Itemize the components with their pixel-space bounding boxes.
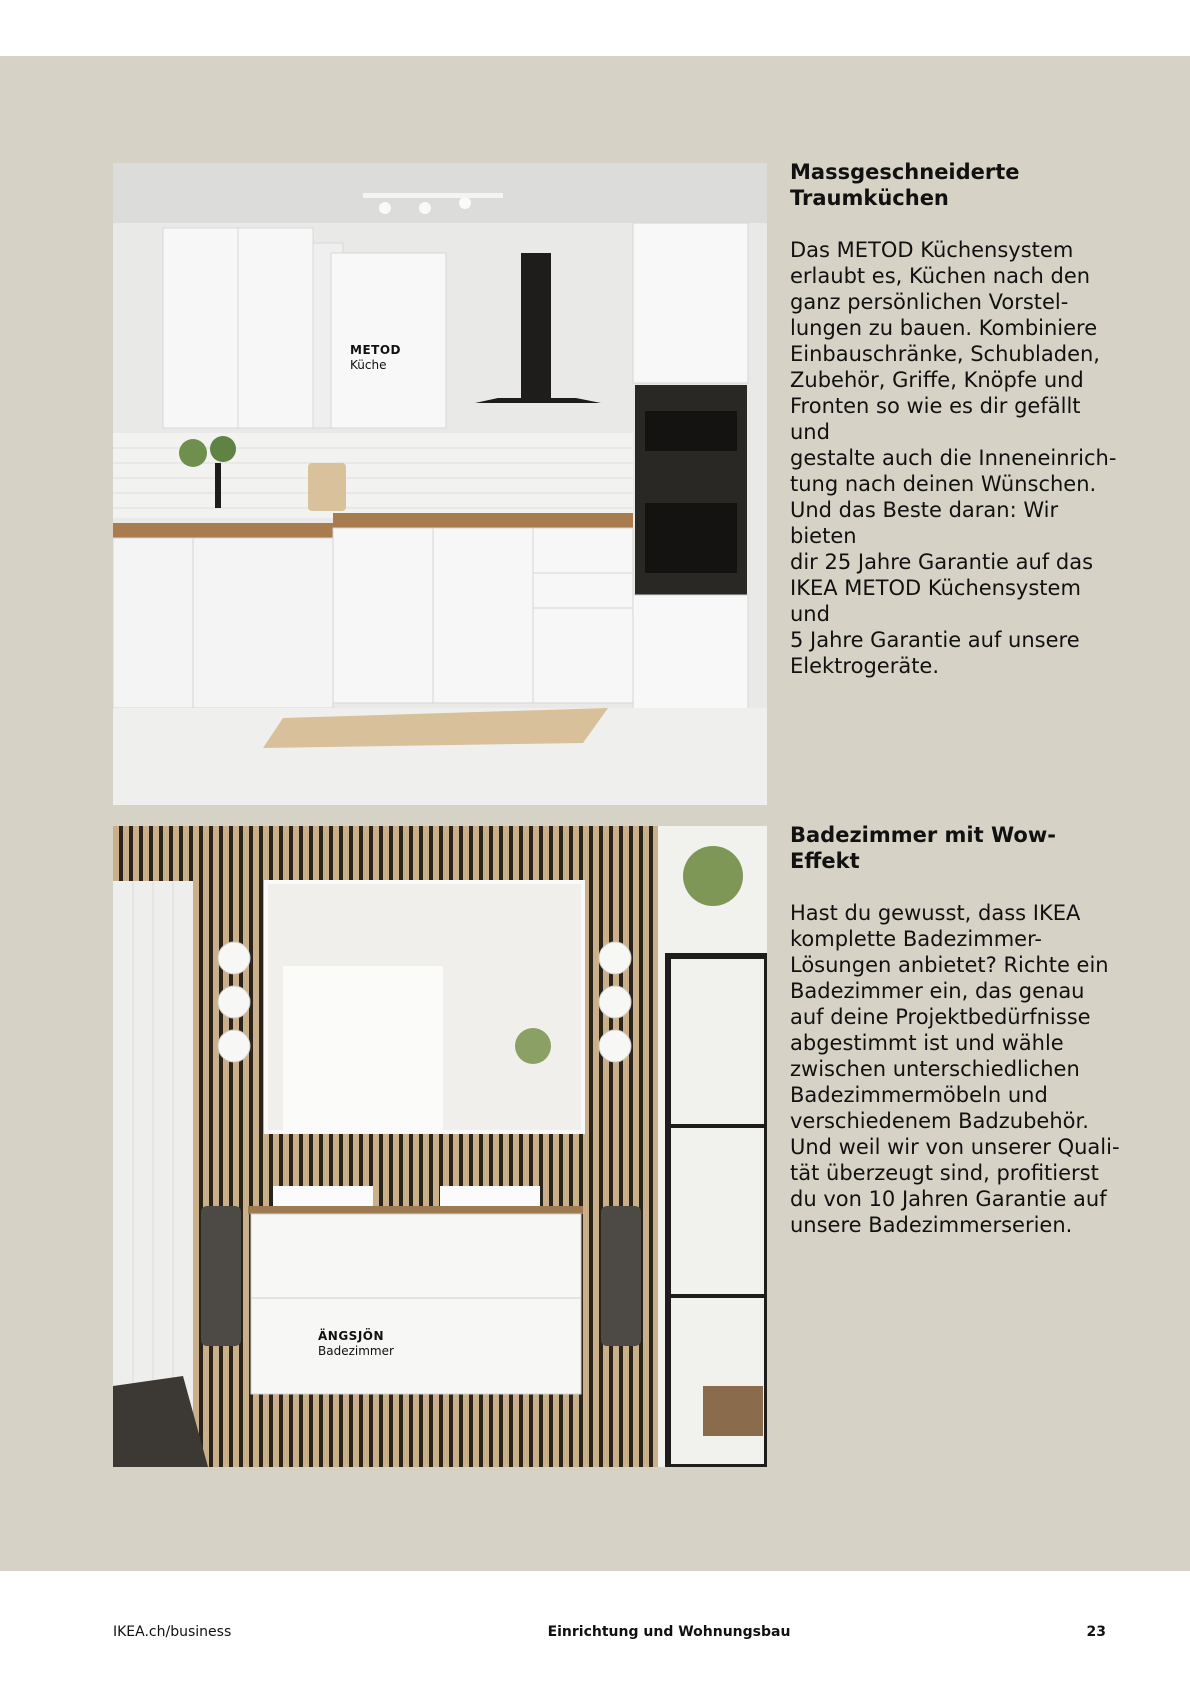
kitchen-caption <box>350 343 401 373</box>
bathroom-caption-subtitle: Badezimmer <box>318 1344 394 1358</box>
page-number: 23 <box>1086 1624 1106 1640</box>
kitchen-heading: Massgeschneiderte Traumküchen <box>790 160 1020 210</box>
bathroom-heading: Badezimmer mit Wow-Effekt <box>790 823 1056 873</box>
bathroom-photo <box>113 826 767 1467</box>
kitchen-text-block <box>790 159 1120 679</box>
kitchen-caption-title: METOD <box>350 343 401 357</box>
bathroom-caption-title: ÄNGSJÖN <box>318 1329 385 1343</box>
kitchen-caption-subtitle: Küche <box>350 358 387 372</box>
bathroom-text-block <box>790 822 1120 1238</box>
kitchen-body: Das METOD Küchensystem erlaubt es, Küchen nach den ganz persönlichen Vorstel- lungen zu bauen. Kombiniere Einbauschränke, Schubladen, Zubehör, Griffe, Knöpfe und Fronten so wie es dir gefällt und gestalte auch die Inneneinrich- tung nach deinen Wünschen. Und das Beste daran: Wir bieten dir 25 Jahre Garantie auf das IKEA METOD Küchensystem und 5 Jahre Garantie auf unsere Elektrogeräte. <box>790 238 1117 678</box>
footer-website-link[interactable]: IKEA.ch/business <box>113 1624 232 1640</box>
footer-section-title: Einrichtung und Wohnungsbau <box>547 1624 791 1640</box>
bathroom-body: Hast du gewusst, dass IKEA komplette Badezimmer- Lösungen anbietet? Richte ein Badezimmer ein, das genau auf deine Projektbedürfnisse abgestimmt ist und wähle zwischen unterschiedlichen Badezimmermöbeln und verschiedenem Badzubehör. Und weil wir von unserer Quali- tät überzeugt sind, profitierst du von 10 Jahren Garantie auf unsere Badezimmerserien. <box>790 901 1120 1237</box>
kitchen-photo <box>113 163 767 805</box>
bathroom-caption <box>318 1329 394 1359</box>
